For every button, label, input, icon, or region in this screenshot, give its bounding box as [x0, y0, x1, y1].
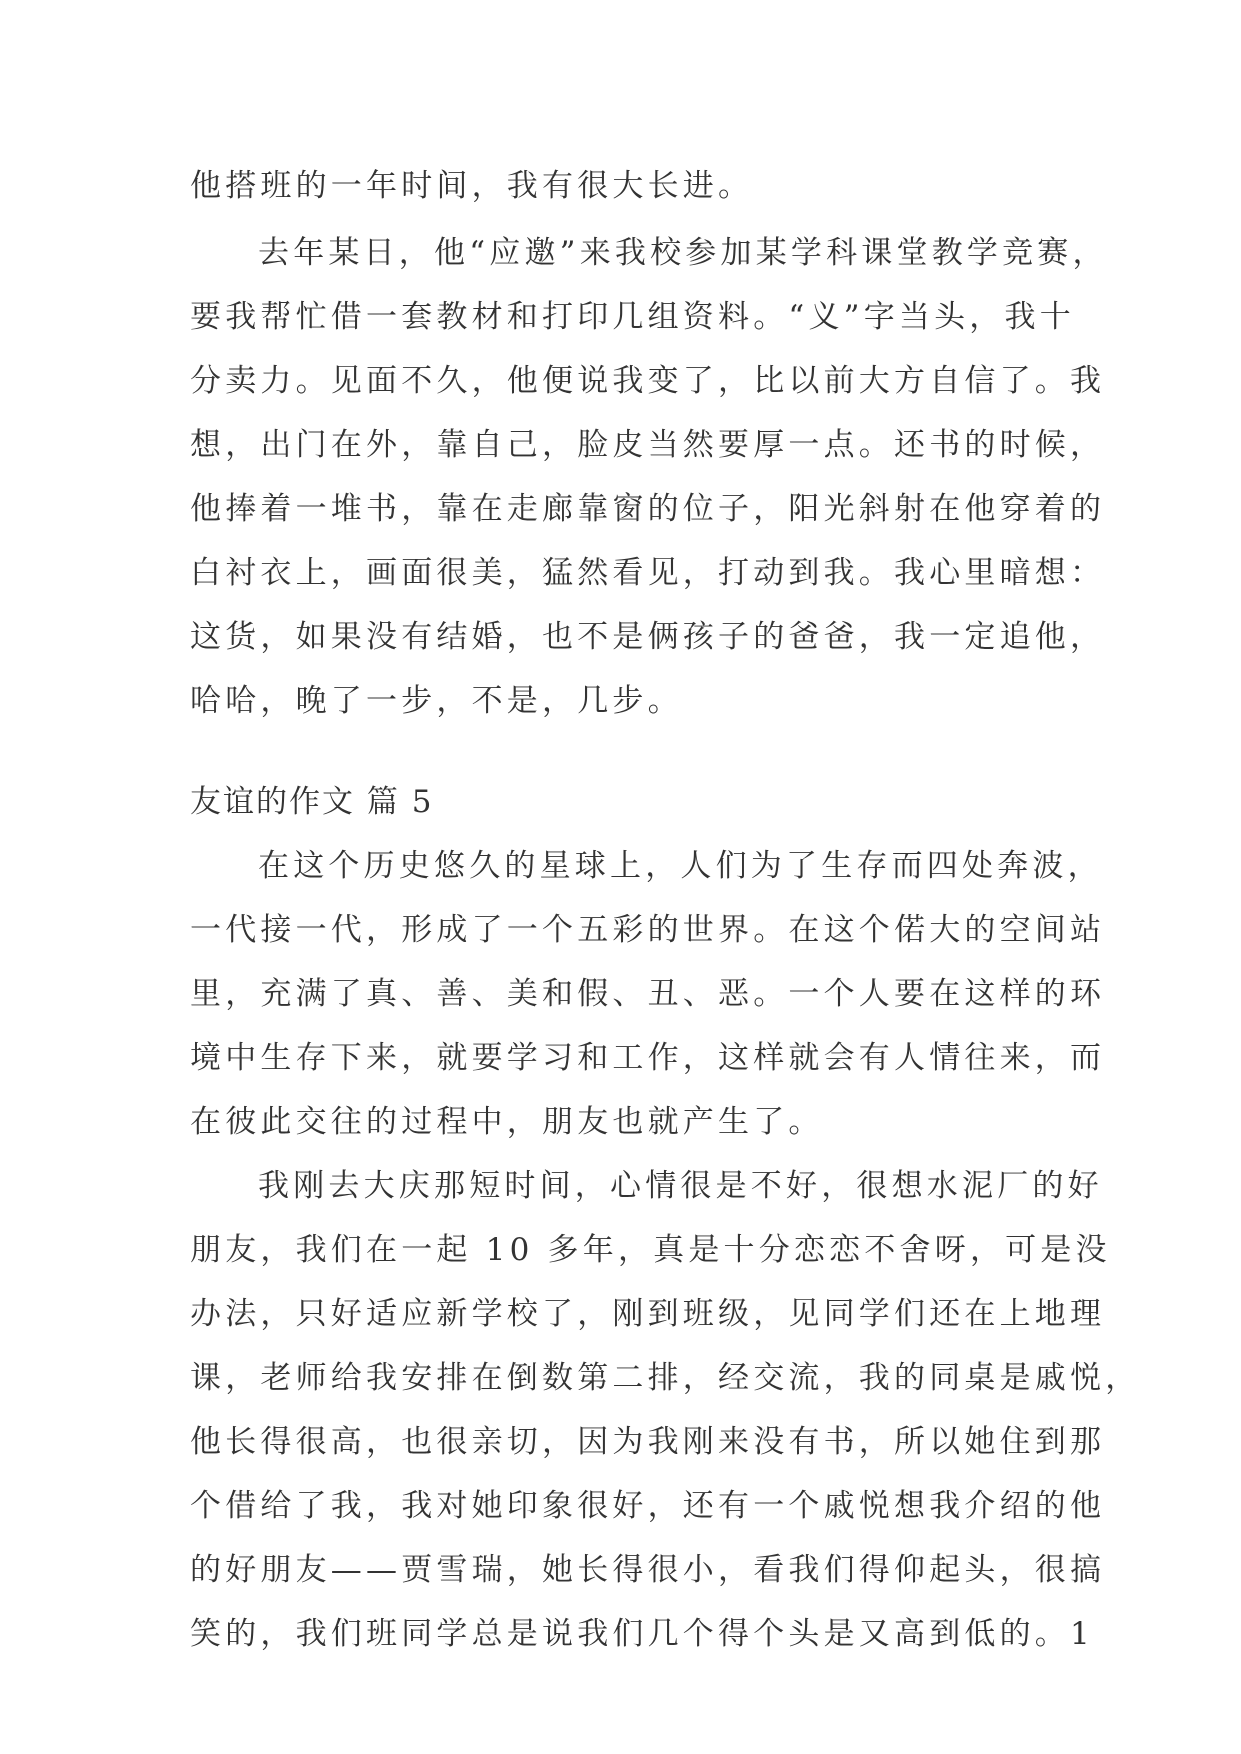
text-line: 哈哈，晚了一步，不是，几步。 [190, 683, 683, 719]
text-line: 他捧着一堆书，靠在走廊靠窗的位子，阳光斜射在他穿着的 [190, 491, 1106, 527]
text-line: 去年某日，他“应邀”来我校参加某学科课堂教学竞赛， [258, 235, 1108, 271]
text-line: 要我帮忙借一套教材和打印几组资料。“义”字当头，我十 [190, 299, 1075, 335]
text-line: 他搭班的一年时间，我有很大长进。 [190, 168, 754, 204]
text-line: 一代接一代，形成了一个五彩的世界。在这个偌大的空间站 [190, 912, 1106, 948]
text-line: 我刚去大庆那短时间，心情很是不好，很想水泥厂的好 [258, 1168, 1103, 1204]
text-line: 在这个历史悠久的星球上，人们为了生存而四处奔波， [258, 848, 1103, 884]
text-line: 在彼此交往的过程中，朋友也就产生了。 [190, 1104, 824, 1140]
text-line: 分卖力。见面不久，他便说我变了，比以前大方自信了。我 [190, 363, 1106, 399]
text-line: 这货，如果没有结婚，也不是俩孩子的爸爸，我一定追他， [190, 619, 1106, 655]
text-line: 朋友，我们在一起 10 多年，真是十分恋恋不舍呀，可是没 [190, 1232, 1111, 1268]
text-line: 境中生存下来，就要学习和工作，这样就会有人情往来，而 [190, 1040, 1106, 1076]
text-line: 课，老师给我安排在倒数第二排，经交流，我的同桌是戚悦， [190, 1360, 1141, 1396]
section-title: 友谊的作文 篇 5 [190, 784, 434, 820]
text-line: 办法，只好适应新学校了，刚到班级，见同学们还在上地理 [190, 1296, 1106, 1332]
text-line: 他长得很高，也很亲切，因为我刚来没有书，所以她住到那 [190, 1424, 1106, 1460]
text-line: 个借给了我，我对她印象很好，还有一个戚悦想我介绍的他 [190, 1488, 1106, 1524]
text-line: 的好朋友——贾雪瑞，她长得很小，看我们得仰起头，很搞 [190, 1552, 1106, 1588]
text-line: 笑的，我们班同学总是说我们几个得个头是又高到低的。1 [190, 1616, 1094, 1652]
text-line: 白衬衣上，画面很美，猛然看见，打动到我。我心里暗想： [190, 555, 1106, 591]
text-line: 想，出门在外，靠自己，脸皮当然要厚一点。还书的时候， [190, 427, 1106, 463]
text-line: 里，充满了真、善、美和假、丑、恶。一个人要在这样的环 [190, 976, 1106, 1012]
